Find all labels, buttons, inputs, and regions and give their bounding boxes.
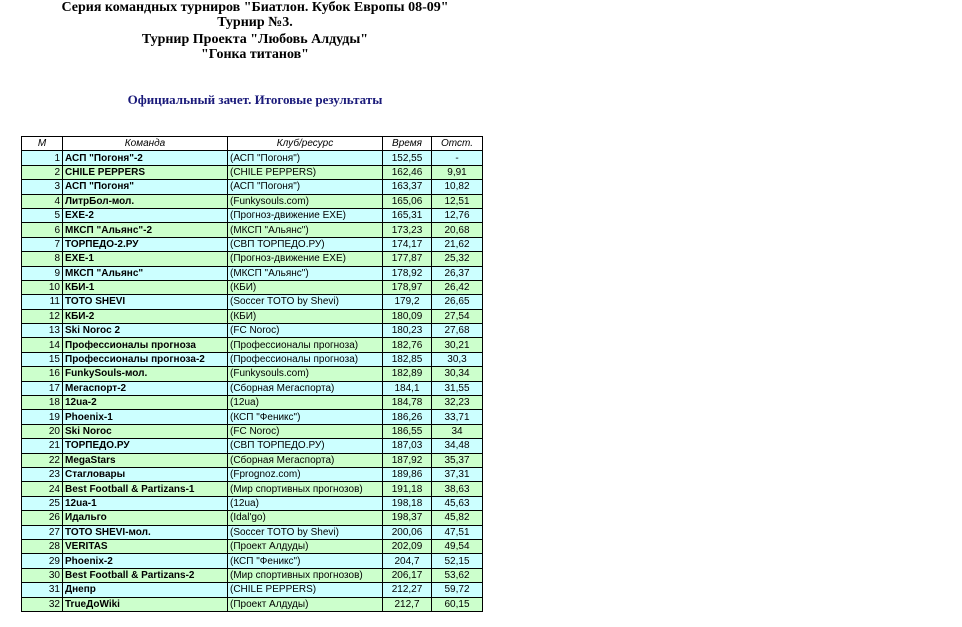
- table-row: [22, 165, 483, 179]
- cell-place: 9: [22, 266, 63, 280]
- cell-time: 182,89: [383, 367, 432, 381]
- cell-gap: 38,63: [432, 482, 483, 496]
- cell-time: 178,97: [383, 280, 432, 294]
- table-row: [22, 381, 483, 395]
- table-row: [22, 410, 483, 424]
- table-row: [22, 324, 483, 338]
- cell-club: (Idal'go): [228, 511, 383, 525]
- table-row: [22, 237, 483, 251]
- cell-team: Идальго: [63, 511, 228, 525]
- cell-gap: 34: [432, 424, 483, 438]
- cell-team: Best Football & Partizans-1: [63, 482, 228, 496]
- cell-time: 174,17: [383, 237, 432, 251]
- table-row: [22, 525, 483, 539]
- cell-team: EXE-1: [63, 252, 228, 266]
- table-row: [22, 280, 483, 294]
- cell-place: 6: [22, 223, 63, 237]
- cell-club: (АСП "Погоня"): [228, 151, 383, 165]
- cell-place: 4: [22, 194, 63, 208]
- cell-gap: 53,62: [432, 568, 483, 582]
- cell-gap: -: [432, 151, 483, 165]
- cell-club: (МКСП "Альянс"): [228, 223, 383, 237]
- cell-time: 189,86: [383, 467, 432, 481]
- cell-time: 198,37: [383, 511, 432, 525]
- table-row: [22, 352, 483, 366]
- cell-team: ЛитрБол-мол.: [63, 194, 228, 208]
- cell-place: 11: [22, 295, 63, 309]
- table-row: [22, 223, 483, 237]
- cell-team: ТОРПЕДО-2.РУ: [63, 237, 228, 251]
- cell-place: 25: [22, 496, 63, 510]
- cell-time: 186,55: [383, 424, 432, 438]
- cell-team: TrueДоWiki: [63, 597, 228, 611]
- cell-gap: 52,15: [432, 554, 483, 568]
- cell-club: (КБИ): [228, 309, 383, 323]
- table-row: [22, 424, 483, 438]
- cell-place: 30: [22, 568, 63, 582]
- cell-gap: 30,34: [432, 367, 483, 381]
- cell-time: 202,09: [383, 539, 432, 553]
- cell-time: 182,76: [383, 338, 432, 352]
- table-row: [22, 295, 483, 309]
- cell-time: 198,18: [383, 496, 432, 510]
- cell-place: 31: [22, 583, 63, 597]
- cell-time: 173,23: [383, 223, 432, 237]
- cell-time: 180,23: [383, 324, 432, 338]
- cell-place: 21: [22, 439, 63, 453]
- cell-place: 17: [22, 381, 63, 395]
- cell-team: Профессионалы прогноза: [63, 338, 228, 352]
- cell-time: 212,27: [383, 583, 432, 597]
- table-row: [22, 151, 483, 165]
- cell-place: 29: [22, 554, 63, 568]
- table-row: [22, 583, 483, 597]
- column-header-time: Время: [383, 137, 432, 151]
- cell-time: 165,31: [383, 208, 432, 222]
- cell-gap: 30,21: [432, 338, 483, 352]
- table-row: [22, 180, 483, 194]
- table-row: [22, 266, 483, 280]
- cell-time: 184,78: [383, 396, 432, 410]
- cell-club: (СВП ТОРПЕДО.РУ): [228, 439, 383, 453]
- table-row: [22, 597, 483, 611]
- cell-team: EXE-2: [63, 208, 228, 222]
- cell-time: 187,03: [383, 439, 432, 453]
- cell-club: (КБИ): [228, 280, 383, 294]
- column-header-club: Клуб/ресурс: [228, 137, 383, 151]
- cell-team: 12ua-1: [63, 496, 228, 510]
- table-row: [22, 539, 483, 553]
- cell-team: Phoenix-2: [63, 554, 228, 568]
- cell-club: (Сборная Мегаспорта): [228, 381, 383, 395]
- cell-gap: 25,32: [432, 252, 483, 266]
- table-row: [22, 568, 483, 582]
- cell-club: (Прогноз-движение EXE): [228, 208, 383, 222]
- cell-team: МКСП "Альянс": [63, 266, 228, 280]
- cell-place: 8: [22, 252, 63, 266]
- tournament-name: "Гонка титанов": [201, 47, 309, 62]
- table-row: [22, 496, 483, 510]
- table-row: [22, 208, 483, 222]
- cell-place: 5: [22, 208, 63, 222]
- cell-club: (Прогноз-движение EXE): [228, 252, 383, 266]
- cell-club: (Мир спортивных прогнозов): [228, 568, 383, 582]
- column-header-team: Команда: [63, 137, 228, 151]
- cell-team: Phoenix-1: [63, 410, 228, 424]
- cell-club: (СВП ТОРПЕДО.РУ): [228, 237, 383, 251]
- cell-gap: 59,72: [432, 583, 483, 597]
- cell-place: 13: [22, 324, 63, 338]
- cell-time: 212,7: [383, 597, 432, 611]
- cell-club: (CHILE PEPPERS): [228, 165, 383, 179]
- cell-team: КБИ-2: [63, 309, 228, 323]
- cell-place: 7: [22, 237, 63, 251]
- cell-place: 16: [22, 367, 63, 381]
- column-header-place: М: [22, 137, 63, 151]
- cell-gap: 20,68: [432, 223, 483, 237]
- cell-gap: 32,23: [432, 396, 483, 410]
- cell-place: 10: [22, 280, 63, 294]
- cell-gap: 9,91: [432, 165, 483, 179]
- cell-club: (Funkysouls.com): [228, 194, 383, 208]
- cell-club: (FC Noroc): [228, 324, 383, 338]
- table-row: [22, 338, 483, 352]
- cell-team: Best Football & Partizans-2: [63, 568, 228, 582]
- cell-team: FunkySouls-мол.: [63, 367, 228, 381]
- cell-place: 23: [22, 467, 63, 481]
- cell-time: 206,17: [383, 568, 432, 582]
- cell-place: 32: [22, 597, 63, 611]
- table-row: [22, 453, 483, 467]
- cell-time: 178,92: [383, 266, 432, 280]
- cell-place: 22: [22, 453, 63, 467]
- cell-team: TOTO SHEVI: [63, 295, 228, 309]
- cell-place: 27: [22, 525, 63, 539]
- cell-club: (Fprognoz.com): [228, 467, 383, 481]
- cell-gap: 12,51: [432, 194, 483, 208]
- cell-club: (КСП "Феникс"): [228, 554, 383, 568]
- cell-gap: 10,82: [432, 180, 483, 194]
- cell-club: (12ua): [228, 396, 383, 410]
- cell-time: 177,87: [383, 252, 432, 266]
- cell-gap: 26,42: [432, 280, 483, 294]
- cell-gap: 60,15: [432, 597, 483, 611]
- cell-time: 182,85: [383, 352, 432, 366]
- table-row: [22, 482, 483, 496]
- column-header-gap: Отст.: [432, 137, 483, 151]
- cell-club: (Soccer TOTO by Shevi): [228, 295, 383, 309]
- table-row: [22, 252, 483, 266]
- cell-club: (КСП "Феникс"): [228, 410, 383, 424]
- cell-team: Профессионалы прогноза-2: [63, 352, 228, 366]
- cell-place: 28: [22, 539, 63, 553]
- cell-place: 12: [22, 309, 63, 323]
- cell-team: MegaStars: [63, 453, 228, 467]
- tournament-series-title: Серия командных турниров "Биатлон. Кубок Европы 08-09": [61, 0, 449, 15]
- cell-place: 15: [22, 352, 63, 366]
- cell-time: 204,7: [383, 554, 432, 568]
- cell-gap: 45,63: [432, 496, 483, 510]
- cell-time: 179,2: [383, 295, 432, 309]
- cell-gap: 26,37: [432, 266, 483, 280]
- cell-team: Мегаспорт-2: [63, 381, 228, 395]
- cell-time: 200,06: [383, 525, 432, 539]
- cell-team: 12ua-2: [63, 396, 228, 410]
- cell-place: 19: [22, 410, 63, 424]
- cell-team: ТОРПЕДО.РУ: [63, 439, 228, 453]
- cell-gap: 33,71: [432, 410, 483, 424]
- cell-time: 191,18: [383, 482, 432, 496]
- cell-time: 184,1: [383, 381, 432, 395]
- table-header-row: [22, 137, 483, 151]
- cell-gap: 37,31: [432, 467, 483, 481]
- tournament-project: Турнир Проекта "Любовь Алдуды": [141, 32, 369, 47]
- cell-time: 186,26: [383, 410, 432, 424]
- table-row: [22, 396, 483, 410]
- tournament-number: Турнир №3.: [217, 15, 293, 30]
- cell-club: (Сборная Мегаспорта): [228, 453, 383, 467]
- cell-gap: 27,68: [432, 324, 483, 338]
- cell-club: (Проект Алдуды): [228, 597, 383, 611]
- cell-gap: 35,37: [432, 453, 483, 467]
- cell-team: Ski Noroc: [63, 424, 228, 438]
- cell-gap: 26,65: [432, 295, 483, 309]
- cell-gap: 47,51: [432, 525, 483, 539]
- cell-club: (12ua): [228, 496, 383, 510]
- cell-club: (Мир спортивных прогнозов): [228, 482, 383, 496]
- table-row: [22, 367, 483, 381]
- cell-gap: 49,54: [432, 539, 483, 553]
- cell-time: 180,09: [383, 309, 432, 323]
- cell-gap: 30,3: [432, 352, 483, 366]
- table-row: [22, 194, 483, 208]
- cell-club: (FC Noroc): [228, 424, 383, 438]
- cell-club: (Funkysouls.com): [228, 367, 383, 381]
- cell-club: (Профессионалы прогноза): [228, 352, 383, 366]
- cell-team: АСП "Погоня": [63, 180, 228, 194]
- cell-time: 152,55: [383, 151, 432, 165]
- cell-gap: 27,54: [432, 309, 483, 323]
- cell-place: 3: [22, 180, 63, 194]
- results-subtitle: Официальный зачет. Итоговые результаты: [127, 92, 383, 107]
- cell-place: 24: [22, 482, 63, 496]
- cell-club: (МКСП "Альянс"): [228, 266, 383, 280]
- cell-place: 2: [22, 165, 63, 179]
- cell-time: 165,06: [383, 194, 432, 208]
- cell-team: МКСП "Альянс"-2: [63, 223, 228, 237]
- cell-team: АСП "Погоня"-2: [63, 151, 228, 165]
- results-table: [21, 136, 483, 612]
- table-row: [22, 467, 483, 481]
- cell-place: 18: [22, 396, 63, 410]
- table-row: [22, 511, 483, 525]
- cell-team: КБИ-1: [63, 280, 228, 294]
- cell-team: CHILE PEPPERS: [63, 165, 228, 179]
- cell-gap: 21,62: [432, 237, 483, 251]
- cell-club: (Soccer TOTO by Shevi): [228, 525, 383, 539]
- cell-place: 1: [22, 151, 63, 165]
- cell-gap: 34,48: [432, 439, 483, 453]
- cell-team: Стагловары: [63, 467, 228, 481]
- cell-place: 14: [22, 338, 63, 352]
- cell-club: (Проект Алдуды): [228, 539, 383, 553]
- cell-place: 26: [22, 511, 63, 525]
- cell-time: 187,92: [383, 453, 432, 467]
- cell-gap: 12,76: [432, 208, 483, 222]
- cell-team: Ski Noroc 2: [63, 324, 228, 338]
- table-row: [22, 554, 483, 568]
- cell-club: (АСП "Погоня"): [228, 180, 383, 194]
- cell-club: (Профессионалы прогноза): [228, 338, 383, 352]
- table-row: [22, 309, 483, 323]
- cell-team: TOTO SHEVI-мол.: [63, 525, 228, 539]
- cell-time: 162,46: [383, 165, 432, 179]
- cell-team: Днепр: [63, 583, 228, 597]
- cell-gap: 31,55: [432, 381, 483, 395]
- cell-time: 163,37: [383, 180, 432, 194]
- cell-club: (CHILE PEPPERS): [228, 583, 383, 597]
- cell-gap: 45,82: [432, 511, 483, 525]
- cell-team: VERITAS: [63, 539, 228, 553]
- cell-place: 20: [22, 424, 63, 438]
- table-row: [22, 439, 483, 453]
